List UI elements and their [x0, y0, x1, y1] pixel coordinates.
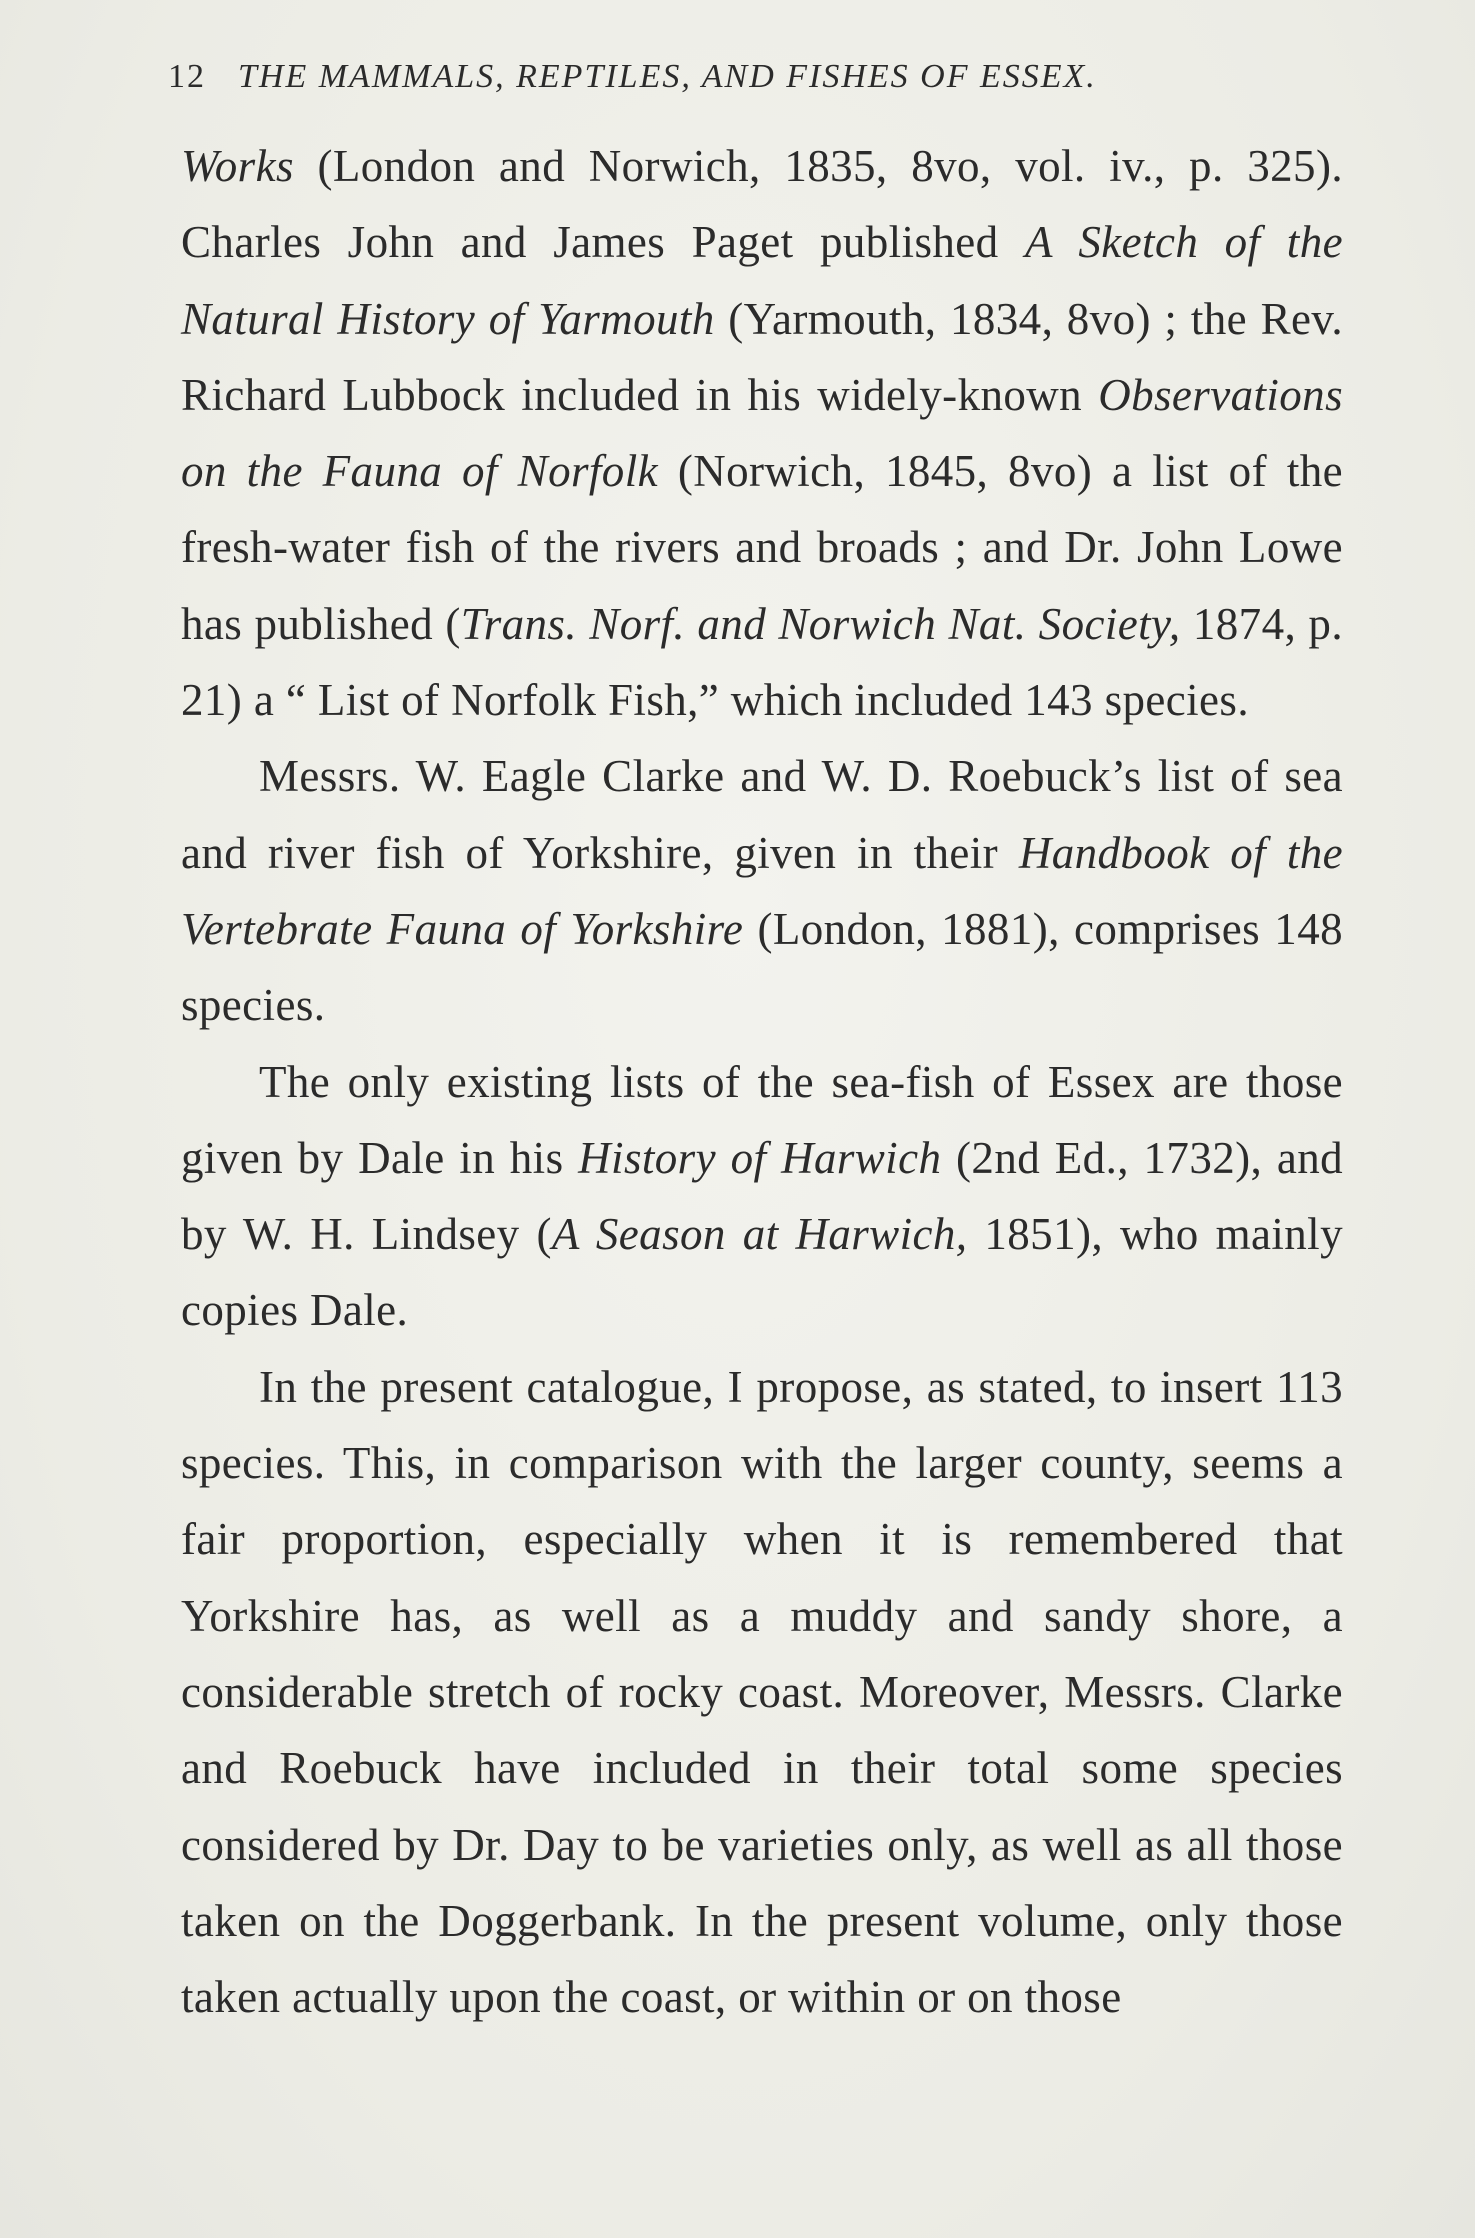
page-number: 12 [168, 58, 206, 95]
running-header [168, 58, 1348, 96]
running-title: THE MAMMALS, REPTILES, AND FISHES OF ESSEX. [238, 58, 1097, 95]
text-segment: (London, 1881), comprises 148 species. [181, 903, 1343, 1031]
body-text [181, 128, 1343, 2035]
text-segment: In the present catalogue, I propose, as stated, to insert 113 species. This, in comparison with the larger county, seems a fair proportion, especially when it is remembered that Yorkshire has, as well as a muddy and sandy shore, a considerable stretch of rocky coast. Moreover, Messrs. Clarke and Roebuck have included in their total some species considered by Dr. Day to be varieties only, as well as all those taken on the Doggerbank. In the present volume, only those taken actually upon the coast, or within or on those [181, 1361, 1343, 2023]
paragraph [181, 738, 1343, 1043]
text-segment: Works [181, 141, 294, 191]
text-segment: (2nd Ed., 1732), and by W. H. Lindsey ( [181, 1132, 1343, 1260]
paragraph [181, 1349, 1343, 2036]
paragraph [181, 1044, 1343, 1349]
text-segment: The only existing lists of the sea-fish of Essex are those given by Dale in his [181, 1056, 1343, 1183]
text-segment: 1851), who mainly copies Dale. [181, 1209, 1343, 1336]
text-segment: (London and Norwich, 1835, 8vo, vol. iv., p. 325). Charles John and James Paget published [181, 141, 1343, 268]
text-segment: A Sketch of the Natural History of Yarmouth [181, 217, 1343, 344]
text-segment: (Yarmouth, 1834, 8vo) ; the Rev. Richard Lubbock included in his widely-known [181, 293, 1343, 420]
text-segment: Handbook of the Vertebrate Fauna of Yorkshire [181, 827, 1343, 954]
paragraph [181, 128, 1343, 738]
text-segment: Observations on the Fauna of Norfolk [181, 369, 1343, 497]
text-segment: History of Harwich [578, 1132, 942, 1183]
text-segment: Trans. Norf. and Norwich Nat. Society, [460, 598, 1181, 649]
text-segment: Messrs. W. Eagle Clarke and W. D. Roebuck’s list of sea and river fish of Yorkshire, given in their [181, 751, 1343, 878]
text-segment: (Norwich, 1845, 8vo) a list of the fresh-water fish of the rivers and broads ; and Dr. John Lowe has published ( [181, 446, 1343, 649]
text-segment: A Season at Harwich, [551, 1209, 968, 1260]
text-segment: 1874, p. 21) a “ List of Norfolk Fish,” which included 143 species. [181, 598, 1343, 726]
